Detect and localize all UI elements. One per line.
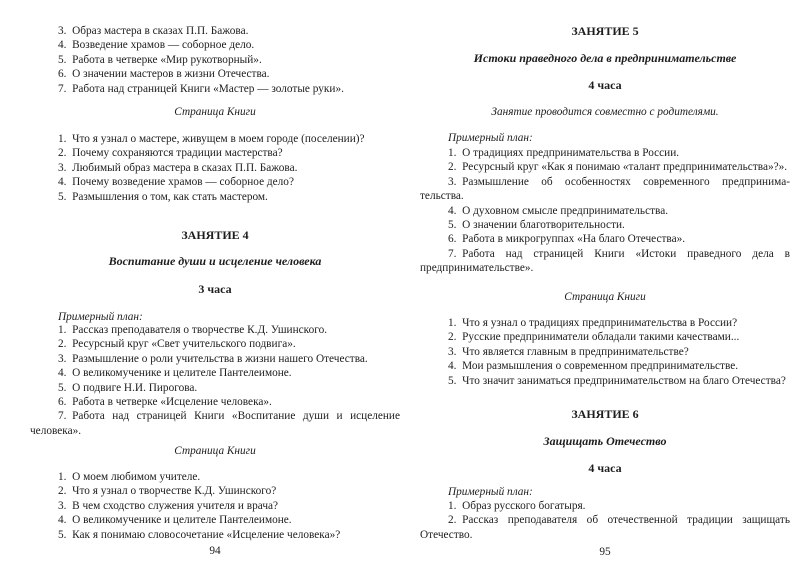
joint-session-note: Занятие проводится совместно с родителями.: [491, 106, 719, 118]
question-item: 2. Что я узнал о творчестве К.Д. Ушинского?: [58, 485, 277, 498]
plan-item: 3. Размышление о роли учительства в жизни нашего Отечества.: [58, 352, 368, 365]
lesson-title: Защищать Отечество: [543, 434, 667, 448]
plan-item: 1. Образ русского богатыря.: [448, 500, 586, 512]
question-item: 1. О моем любимом учителе.: [58, 471, 201, 483]
plan-item: 7. Работа над страницей Книги «Воспитание души и исцеление человека».: [30, 410, 400, 437]
plan-item: 7. Работа над страницей Книги «Истоки праведного дела в предпринимательстве».: [420, 247, 790, 275]
book-page-heading: Страница Книги: [174, 106, 256, 118]
question-item: 2. Русские предприниматели обладали такими качествами...: [448, 331, 740, 344]
question-item: 5. Что значит заниматься предпринимательством на благо Отечества?: [448, 374, 786, 387]
question-item: 1. Что я узнал о мастере, живущем в моем городе (поселении)?: [58, 133, 365, 145]
plan-item: 1. Рассказ преподавателя о творчестве К.Д. Ушинского.: [58, 324, 328, 336]
page-number: 94: [209, 545, 221, 557]
question-item: 4. Почему возведение храмов — соборное дело?: [58, 176, 294, 189]
plan-label: Примерный план:: [448, 132, 533, 144]
book-page-questions-list: [30, 470, 400, 542]
lesson-heading: ЗАНЯТИЕ 4: [181, 228, 249, 242]
plan-item: 6. Работа в четверке «Исцеление человека».: [58, 396, 272, 409]
lesson-title: Воспитание души и исцеление человека: [108, 254, 322, 268]
lesson-hours: 3 часа: [198, 282, 232, 296]
lesson-plan-list: [420, 499, 790, 542]
lesson-plan-list: [30, 323, 400, 438]
plan-item: 6. О значении мастеров в жизни Отечества.: [58, 68, 270, 81]
plan-item: 3. Образ мастера в сказах П.П. Бажова.: [58, 25, 249, 37]
plan-item: 2. Рассказ преподавателя об отечественной традиции защищать Отечество.: [420, 514, 790, 541]
question-item: 3. В чем сходство служения учителя и врача?: [58, 499, 279, 512]
question-item: 5. Как я понимаю словосочетание «Исцеление человека»?: [58, 528, 341, 541]
question-item: 5. Размышления о том, как стать мастером.: [58, 190, 268, 203]
question-item: 4. О великомученике и целителе Пантелеимоне.: [58, 514, 292, 527]
book-page-heading: Страница Книги: [564, 291, 646, 303]
plan-item: 4. Возведение храмов — соборное дело.: [58, 39, 255, 52]
lesson-title: Истоки праведного дела в предпринимательстве: [473, 51, 737, 65]
book-page-questions-list: [30, 132, 400, 204]
plan-item: 5. О значении благотворительности.: [448, 219, 625, 232]
page-number: 95: [599, 546, 611, 558]
plan-label: Примерный план:: [58, 311, 143, 323]
left-page: [30, 0, 400, 566]
plan-item: 2. Ресурсный круг «Свет учительского подвига».: [58, 338, 296, 351]
book-page-heading: Страница Книги: [174, 445, 256, 457]
plan-item: 5. Работа в четверке «Мир рукотворный».: [58, 53, 262, 66]
book-page-questions-list: [420, 316, 790, 388]
lesson-plan-list: [420, 146, 790, 276]
plan-item: 1. О традициях предпринимательства в России.: [448, 147, 680, 159]
plan-item: 4. О великомученике и целителе Пантелеимоне.: [58, 367, 292, 380]
plan-item: 3. Размышление об особенностях современного предпринимательства.: [420, 175, 790, 203]
question-item: 3. Любимый образ мастера в сказах П.П. Бажова.: [58, 161, 298, 174]
lesson-hours: 4 часа: [588, 461, 622, 475]
plan-label: Примерный план:: [448, 486, 533, 498]
question-item: 2. Почему сохраняются традиции мастерства?: [58, 147, 283, 160]
lesson-heading: ЗАНЯТИЕ 6: [571, 407, 639, 421]
question-item: 1. Что я узнал о традициях предпринимательства в России?: [448, 317, 738, 329]
plan-item: 2. Ресурсный круг «Как я понимаю «талант предпринимательства»?».: [448, 161, 788, 174]
question-item: 3. Что является главным в предпринимательстве?: [448, 345, 689, 358]
plan-item: 6. Работа в микрогруппах «На благо Отечества».: [448, 233, 686, 246]
question-item: 4. Мои размышления о современном предпринимательстве.: [448, 360, 739, 373]
plan-item: 7. Работа над страницей Книги «Мастер — золотые руки».: [58, 82, 344, 95]
plan-item: 4. О духовном смысле предпринимательства.: [448, 204, 669, 217]
right-page: [420, 0, 790, 566]
lesson-hours: 4 часа: [588, 78, 622, 92]
plan-item: 5. О подвиге Н.И. Пирогова.: [58, 381, 198, 394]
lesson-heading: ЗАНЯТИЕ 5: [571, 24, 639, 38]
lesson3-plan-continued-list: [30, 24, 400, 96]
